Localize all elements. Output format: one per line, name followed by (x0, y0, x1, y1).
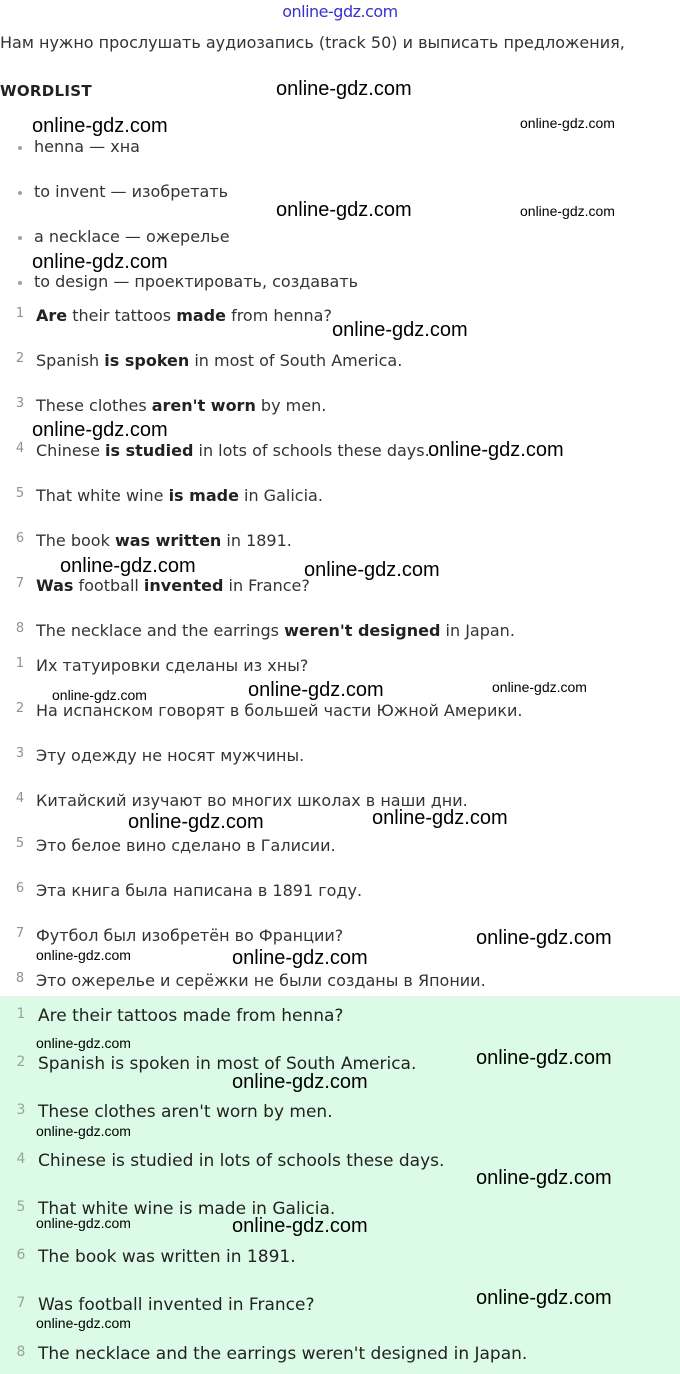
sentence-number: 7 (15, 926, 25, 941)
passive-verb: made (176, 306, 226, 325)
sentence-text (36, 486, 323, 505)
watermark-text: online-gdz.com (128, 811, 264, 833)
sentence-number: 4 (15, 791, 25, 806)
sentence-number: 4 (15, 441, 25, 456)
watermark-text: online-gdz.com (520, 203, 615, 219)
sentence-number: 8 (15, 621, 25, 636)
sentence-number: 5 (16, 1199, 26, 1215)
sentence-text: Эта книга была написана в 1891 году. (36, 881, 363, 900)
site-header-link[interactable]: online-gdz.com (282, 2, 398, 21)
bullet-icon (18, 146, 22, 150)
sentence-fragment: in Japan. (440, 621, 515, 640)
watermark-text: online-gdz.com (476, 1047, 612, 1069)
passive-verb: aren't worn (151, 396, 256, 415)
watermark-text: online-gdz.com (248, 679, 384, 701)
bullet-icon (18, 236, 22, 240)
watermark-text: online-gdz.com (304, 559, 440, 581)
watermark-text: online-gdz.com (36, 1123, 131, 1139)
sentence-fragment: in Galicia. (238, 486, 323, 505)
sentence-text (36, 306, 332, 325)
russian-sentence (0, 836, 680, 881)
passive-verb: invented (143, 576, 224, 595)
sentence-text: These clothes aren't worn by men. (38, 1102, 333, 1122)
sentence-number: 7 (15, 576, 25, 591)
sentence-number: 6 (16, 1247, 26, 1263)
sentence-fragment: in 1891. (221, 531, 292, 550)
sentence-number: 3 (15, 396, 25, 411)
sentence-text: Их татуировки сделаны из хны? (36, 656, 309, 675)
watermark-text: online-gdz.com (492, 679, 587, 695)
russian-sentence (0, 881, 680, 926)
watermark-text: online-gdz.com (232, 1071, 368, 1093)
sentence-text: На испанском говорят в большей части Южной Америки. (36, 701, 523, 720)
passive-verb: is made (168, 486, 239, 505)
watermark-text: online-gdz.com (36, 1215, 131, 1231)
sentence-text: Chinese is studied in lots of schools these days. (38, 1151, 445, 1171)
sentence-fragment: football (73, 576, 144, 595)
sentence-text: Футбол был изобретён во Франции? (36, 926, 344, 945)
passive-verb: is spoken (104, 351, 190, 370)
watermark-text: online-gdz.com (476, 927, 612, 949)
sentence-fragment: These clothes (36, 396, 152, 415)
sentence-number: 5 (15, 486, 25, 501)
sentence-text: The necklace and the earrings weren't designed in Japan. (38, 1344, 528, 1364)
sentence-number: 3 (15, 746, 25, 761)
watermark-text: online-gdz.com (32, 251, 168, 273)
sentence-text (36, 351, 402, 370)
english-sentence (0, 576, 680, 621)
english-sentence (0, 486, 680, 531)
wordlist-item-text: to design — проектировать, создавать (34, 272, 359, 291)
watermark-text: online-gdz.com (36, 947, 131, 963)
sentence-fragment: in lots of schools these days. (193, 441, 430, 460)
watermark-text: online-gdz.com (36, 1315, 131, 1331)
sentence-fragment: in France? (223, 576, 310, 595)
watermark-text: online-gdz.com (476, 1287, 612, 1309)
sentence-number: 8 (15, 971, 25, 986)
sentence-text: Это ожерелье и серёжки не были созданы в Японии. (36, 971, 486, 990)
passive-verb: Are (36, 306, 68, 325)
sentence-fragment: in most of South America. (189, 351, 403, 370)
passive-verb: was written (114, 531, 222, 550)
passive-verb: weren't designed (284, 621, 441, 640)
sentence-fragment: by men. (255, 396, 327, 415)
passive-verb: Was (36, 576, 74, 595)
sentence-number: 1 (15, 306, 25, 321)
watermark-text: online-gdz.com (232, 1215, 368, 1237)
watermark-text: online-gdz.com (332, 319, 468, 341)
sentence-fragment: The book (36, 531, 115, 550)
sentence-text: That white wine is made in Galicia. (38, 1199, 336, 1219)
sentence-text: Spanish is spoken in most of South America. (38, 1054, 417, 1074)
intro-text: Нам нужно прослушать аудиозапись (track 50) и выписать предложения, (0, 33, 625, 52)
watermark-text: online-gdz.com (232, 947, 368, 969)
wordlist-item-text: henna — хна (34, 137, 140, 156)
sentence-text (36, 576, 310, 595)
wordlist-item (18, 272, 358, 291)
russian-sentence (0, 701, 680, 746)
watermark-text: online-gdz.com (36, 1035, 131, 1051)
watermark-text: online-gdz.com (372, 807, 508, 829)
sentence-text: Are their tattoos made from henna? (38, 1006, 344, 1026)
wordlist-title: WORDLIST (0, 82, 92, 100)
sentence-fragment: Spanish (36, 351, 105, 370)
english-sentence (0, 441, 680, 486)
sentence-fragment: their tattoos (67, 306, 177, 325)
watermark-text: online-gdz.com (276, 78, 412, 100)
english-sentence (0, 351, 680, 396)
sentence-number: 5 (15, 836, 25, 851)
sentence-text (36, 531, 292, 550)
sentence-text: Китайский изучают во многих школах в наши дни. (36, 791, 468, 810)
sentence-fragment: from henna? (225, 306, 332, 325)
passive-verb: is studied (105, 441, 194, 460)
russian-sentence (0, 791, 680, 836)
bullet-icon (18, 281, 22, 285)
watermark-text: online-gdz.com (32, 419, 168, 441)
wordlist-item (18, 227, 230, 246)
sentence-fragment: The necklace and the earrings (36, 621, 285, 640)
watermark-text: online-gdz.com (428, 439, 564, 461)
sentence-number: 6 (15, 531, 25, 546)
sentence-number: 6 (15, 881, 25, 896)
sentence-text: Это белое вино сделано в Галисии. (36, 836, 336, 855)
sentence-number: 2 (15, 351, 25, 366)
sentence-fragment: Chinese (36, 441, 106, 460)
wordlist-item-text: to invent — изобретать (34, 182, 229, 201)
watermark-text: online-gdz.com (32, 115, 168, 137)
sentence-number: 1 (16, 1006, 26, 1022)
sentence-text (36, 396, 326, 415)
watermark-text: online-gdz.com (520, 115, 615, 131)
wordlist-item-text: a necklace — ожерелье (34, 227, 230, 246)
russian-sentence (0, 746, 680, 791)
sentence-fragment: That white wine (36, 486, 169, 505)
sentence-number: 3 (16, 1102, 26, 1118)
watermark-text: online-gdz.com (52, 687, 147, 703)
sentence-text: The book was written in 1891. (38, 1247, 296, 1267)
sentence-number: 2 (16, 1054, 26, 1070)
wordlist-item (18, 137, 140, 156)
sentence-number: 1 (15, 656, 25, 671)
watermark-text: online-gdz.com (60, 555, 196, 577)
watermark-text: online-gdz.com (276, 199, 412, 221)
sentence-text (36, 441, 430, 460)
sentence-text (36, 621, 515, 640)
sentence-text: Эту одежду не носят мужчины. (36, 746, 305, 765)
site-header (0, 0, 680, 26)
wordlist-item (18, 182, 228, 201)
sentence-text: Was football invented in France? (38, 1295, 315, 1315)
bullet-icon (18, 191, 22, 195)
watermark-text: online-gdz.com (476, 1167, 612, 1189)
sentence-number: 8 (16, 1344, 26, 1360)
sentence-number: 7 (16, 1295, 26, 1311)
sentence-number: 2 (15, 701, 25, 716)
sentence-number: 4 (16, 1151, 26, 1167)
